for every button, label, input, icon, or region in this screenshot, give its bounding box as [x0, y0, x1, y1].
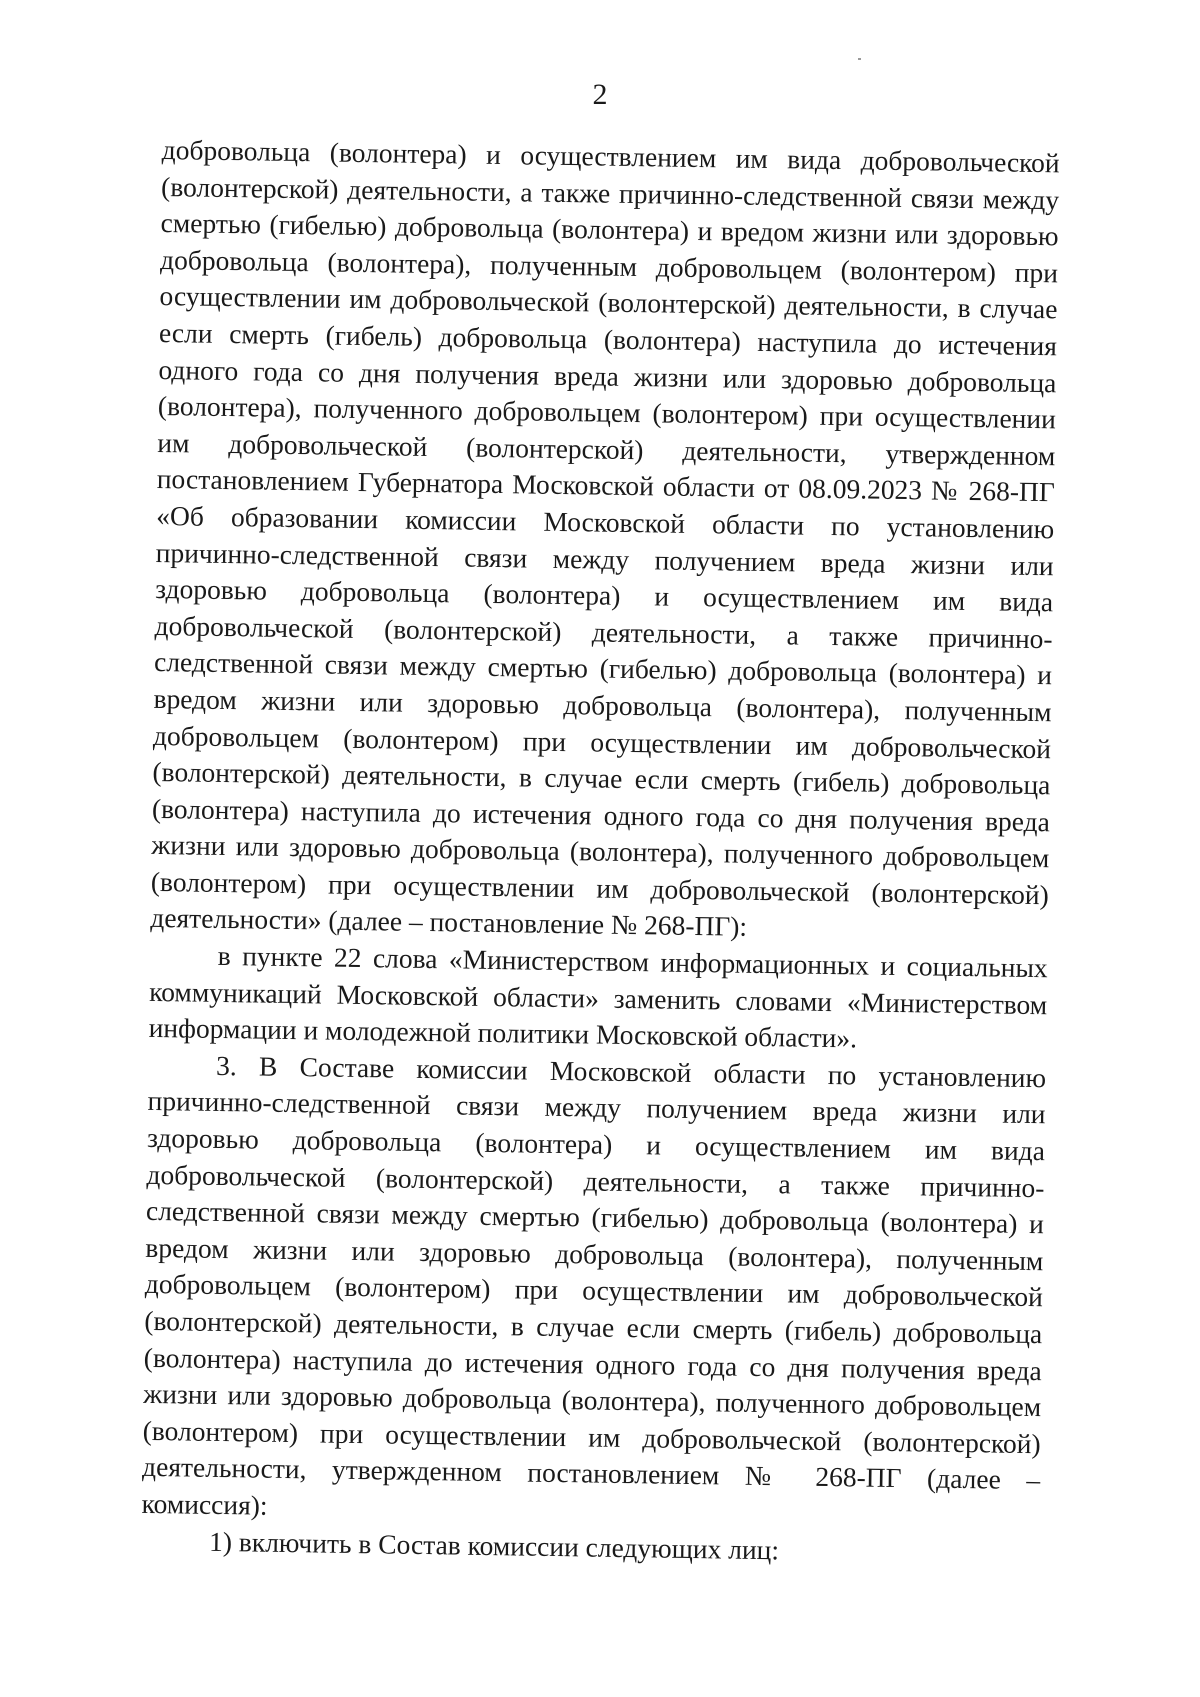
paragraph-item-3: 3. В Составе комиссии Московской области по установлению причинно-следственной связи между получением вреда жизни или здоровью добровольца (волонтера) и осуществлением им вида добровольческой (волонтерской) деятельности, а также причинно-следственной связи между смертью (гибелью) добровольца (волонтера) и вредом жизни или здоровью добровольца (волонтера), полученным добровольцем (волонтером) при осуществлении им добровольческой (волонтерской) деятельности, в случае если смерть (гибель) добровольца (волонтера) наступила до истечения одного года со дня получения вреда жизни или здоровью добровольца (волонтера), полученного добровольцем (волонтером) при осуществлении им добровольческой (волонтерской) деятельности, утвержденном постановлением № 268-ПГ (далее – комиссия): [141, 1049, 1047, 1521]
document-body [141, 132, 1060, 1572]
scan-artifact [858, 58, 861, 60]
paragraph-continuation: добровольца (волонтера) и осуществлением им вида добровольческой (волонтерской) деятельности, а также причинно-следственной связи между смертью (гибелью) добровольца (волонтера) и вредом жизни или здоровью добровольца (волонтера), полученным добровольцем (волонтером) при осуществлении им добровольческой (волонтерской) деятельности, в случае если смерть (гибель) добровольца (волонтера) наступила до истечения одного года со дня получения вреда жизни или здоровью добровольца (волонтера), полученного добровольцем (волонтером) при осуществлении им добровольческой (волонтерской) деятельности, утвержденном постановлением Губернатора Московской области от 08.09.2023 № 268-ПГ «Об образовании комиссии Московской области по установлению причинно-следственной связи между получением вреда жизни или здоровью добровольца (волонтера) и осуществлением им вида добровольческой (волонтерской) деятельности, а также причинно-следственной связи между смертью (гибелью) добровольца (волонтера) и вредом жизни или здоровью добровольца (волонтера), полученным добровольцем (волонтером) при осуществлении им добровольческой (волонтерской) деятельности, в случае если смерть (гибель) добровольца (волонтера) наступила до истечения одного года со дня получения вреда жизни или здоровью добровольца (волонтера), полученного добровольцем (волонтером) при осуществлении им добровольческой (волонтерской) деятельности» (далее – постановление № 268-ПГ): [150, 133, 1060, 943]
paragraph-amendment-point-22: в пункте 22 слова «Министерством информационных и социальных коммуникаций Московской области» заменить словами «Министерством информации и молодежной политики Московской области». [148, 939, 1048, 1054]
paragraph-subitem-1: 1) включить в Состав комиссии следующих лиц: [208, 1525, 780, 1565]
page-number: 2 [592, 78, 608, 111]
